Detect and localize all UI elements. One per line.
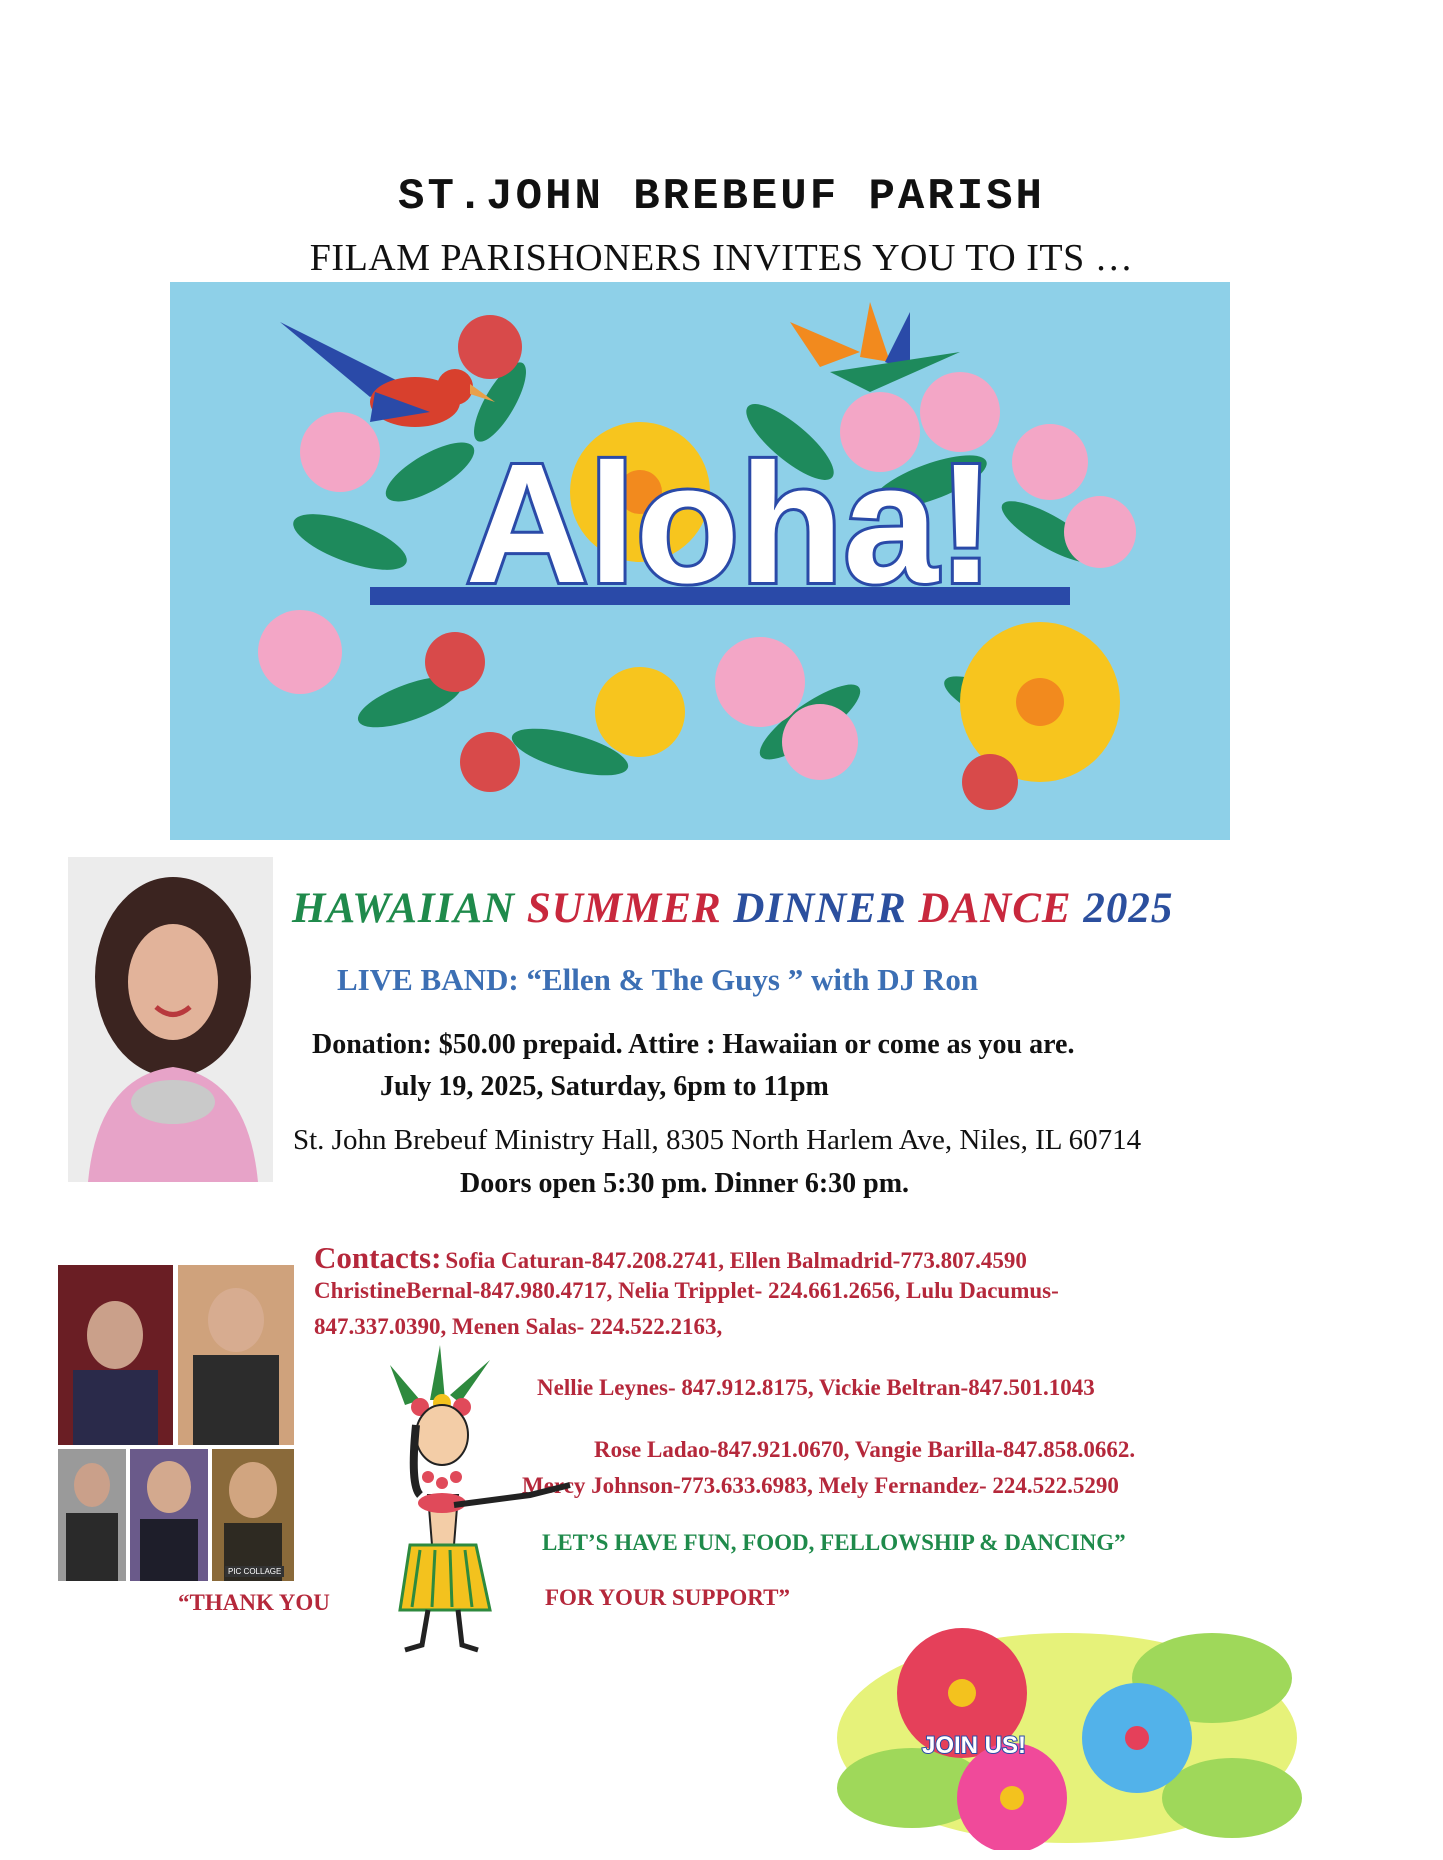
lei xyxy=(422,1471,462,1489)
contacts-names-1: Sofia Caturan-847.208.2741, Ellen Balmadrid-773.807.4590 xyxy=(445,1248,1027,1273)
donation-info: Donation: $50.00 prepaid. Attire : Hawaiian or come as you are. xyxy=(312,1029,1075,1060)
support-text: FOR YOUR SUPPORT” xyxy=(545,1585,790,1610)
event-date: July 19, 2025, Saturday, 6pm to 11pm xyxy=(380,1071,829,1102)
live-band: LIVE BAND: “Ellen & The Guys ” with DJ Ron xyxy=(337,962,979,997)
aloha-banner xyxy=(170,282,1230,840)
contacts-label: Contacts: xyxy=(314,1240,442,1275)
join-us-hibiscus xyxy=(832,1618,1302,1850)
fun-message: LET’S HAVE FUN, FOOD, FELLOWSHIP & DANCING” xyxy=(542,1530,1126,1555)
contacts-line-6: Mercy Johnson-773.633.6983, Mely Fernandez- 224.522.5290 xyxy=(522,1473,1119,1498)
contacts-line-3: 847.337.0390, Menen Salas- 224.522.2163, xyxy=(314,1314,723,1339)
title-word-summer: SUMMER xyxy=(526,885,722,932)
invitation-line: FILAM PARISHONERS INVITES YOU TO ITS … xyxy=(309,237,1134,279)
title-word-year: 2025 xyxy=(1083,885,1174,932)
blue-hibiscus-icon xyxy=(1082,1683,1192,1793)
title-word-dinner: DINNER xyxy=(733,885,907,932)
singer-photo xyxy=(68,857,273,1182)
title-word-hawaiian: HAWAIIAN xyxy=(292,885,516,932)
band-photo-collage xyxy=(58,1265,294,1581)
door-times: Doors open 5:30 pm. Dinner 6:30 pm. xyxy=(460,1168,910,1199)
contacts-line-2: ChristineBernal-847.980.4717, Nelia Tripplet- 224.661.2656, Lulu Dacumus- xyxy=(314,1278,1059,1303)
hibiscus-yellow-3 xyxy=(595,667,685,757)
event-title xyxy=(292,884,1173,933)
join-us-text: JOIN US! xyxy=(922,1732,1027,1759)
aloha-text: Aloha! xyxy=(465,429,995,619)
pink-hibiscus-icon xyxy=(957,1743,1067,1850)
parish-name: ST.JOHN BREBEUF PARISH xyxy=(398,172,1045,222)
contacts-line-1 xyxy=(314,1240,1027,1276)
contacts-line-4: Nellie Leynes- 847.912.8175, Vickie Beltran-847.501.1043 xyxy=(537,1375,1095,1400)
contacts-line-5: Rose Ladao-847.921.0670, Vangie Barilla-847.858.0662. xyxy=(594,1437,1136,1462)
collage-tag: PIC COLLAGE xyxy=(225,1566,284,1577)
event-venue: St. John Brebeuf Ministry Hall, 8305 North Harlem Ave, Niles, IL 60714 xyxy=(293,1124,1142,1156)
thank-you-text: “THANK YOU xyxy=(178,1590,330,1615)
title-word-dance: DANCE xyxy=(918,885,1072,932)
